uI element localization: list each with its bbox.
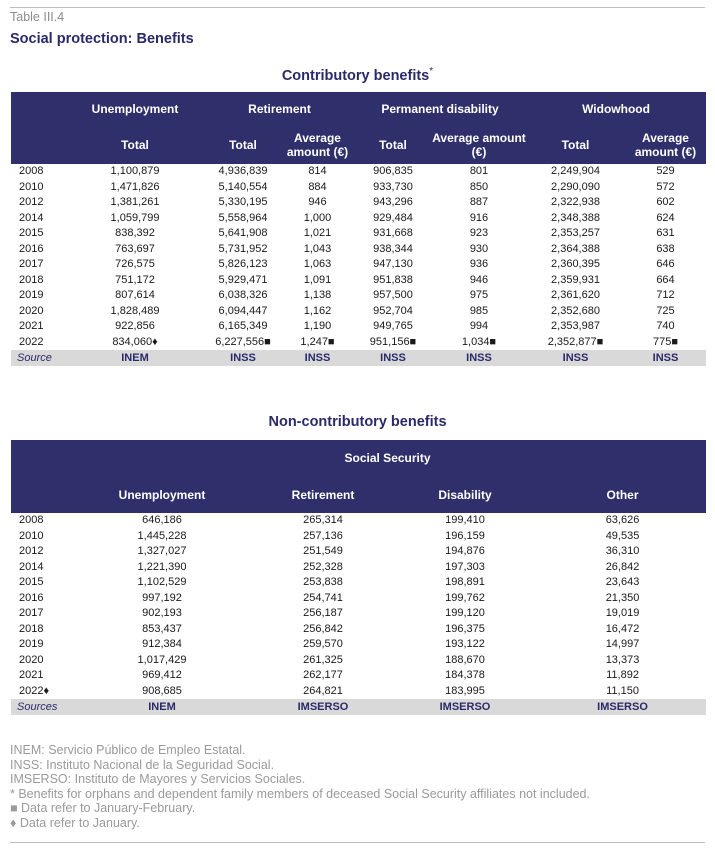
value-cell: 4,936,839 bbox=[218, 165, 268, 177]
value-cell: 933,730 bbox=[373, 180, 413, 193]
year-cell: 2019 bbox=[19, 289, 44, 301]
note: INEM: Servicio Público de Empleo Estatal. bbox=[10, 743, 246, 757]
value-cell: 252,328 bbox=[303, 560, 343, 573]
table-row bbox=[11, 544, 706, 560]
value-cell: 5,641,908 bbox=[218, 227, 268, 239]
year-cell: 2020 bbox=[19, 304, 44, 317]
table-row bbox=[11, 180, 706, 196]
year-cell: 2016 bbox=[19, 591, 44, 604]
value-cell: 994 bbox=[469, 320, 489, 332]
value-cell: 196,159 bbox=[445, 529, 485, 542]
value-cell: 947,130 bbox=[373, 258, 413, 270]
value-cell: 2,353,987 bbox=[551, 320, 600, 332]
value-cell: 1,091 bbox=[303, 273, 332, 286]
value-cell: 6,038,326 bbox=[218, 289, 268, 301]
column-header: Average amount (€) bbox=[281, 126, 354, 164]
value-cell: 262,177 bbox=[303, 669, 343, 681]
year-cell: 2012 bbox=[19, 545, 44, 557]
year-cell: 2008 bbox=[19, 514, 44, 526]
table-row bbox=[11, 226, 706, 242]
source-cell: IMSERSO bbox=[539, 699, 706, 715]
contributory-column-header bbox=[11, 126, 706, 164]
value-cell: 951,838 bbox=[373, 273, 413, 286]
table-row bbox=[11, 529, 706, 545]
year-cell: 2010 bbox=[19, 529, 44, 542]
year-cell: 2017 bbox=[19, 258, 44, 270]
value-cell: 1,828,489 bbox=[110, 304, 160, 317]
header-spacer bbox=[11, 126, 65, 164]
value-cell: 906,835 bbox=[373, 165, 413, 177]
value-cell: 257,136 bbox=[303, 529, 343, 542]
value-cell: 251,549 bbox=[303, 545, 343, 557]
year-cell: 2020 bbox=[19, 653, 44, 666]
group-header: Retirement bbox=[205, 92, 354, 126]
value-cell: 6,165,349 bbox=[218, 320, 268, 332]
value-cell: 850 bbox=[469, 180, 489, 193]
column-header: Unemployment bbox=[69, 476, 255, 513]
year-cell: 2016 bbox=[19, 242, 44, 255]
value-cell: 985 bbox=[469, 304, 489, 317]
value-cell: 1,102,529 bbox=[137, 576, 187, 588]
group-header: Unemployment bbox=[65, 92, 205, 126]
value-cell: 2,348,388 bbox=[551, 211, 600, 224]
column-header: Retirement bbox=[255, 476, 391, 513]
contributory-rows bbox=[11, 164, 706, 350]
value-cell: 1,034■ bbox=[461, 335, 497, 348]
source-cell: INSS bbox=[432, 350, 526, 366]
value-cell: 1,043 bbox=[303, 242, 332, 255]
value-cell: 936 bbox=[469, 258, 489, 270]
value-cell: 912,384 bbox=[142, 638, 182, 650]
value-cell: 2,322,938 bbox=[551, 196, 600, 208]
value-cell: 938,344 bbox=[373, 242, 413, 255]
source-cell: INSS bbox=[281, 350, 354, 366]
value-cell: 2,359,931 bbox=[551, 273, 600, 286]
value-cell: 853,437 bbox=[142, 622, 182, 635]
value-cell: 11,150 bbox=[606, 684, 639, 697]
year-cell: 2015 bbox=[19, 227, 44, 239]
value-cell: 712 bbox=[656, 289, 675, 301]
value-cell: 256,842 bbox=[303, 622, 343, 635]
value-cell: 6,227,556■ bbox=[215, 335, 271, 348]
table-row bbox=[11, 637, 706, 653]
value-cell: 975 bbox=[469, 289, 489, 301]
value-cell: 664 bbox=[656, 273, 675, 286]
source-label: Sources bbox=[11, 699, 69, 715]
value-cell: 199,762 bbox=[445, 591, 485, 604]
value-cell: 943,296 bbox=[373, 196, 413, 208]
table-row bbox=[11, 319, 706, 335]
value-cell: 1,000 bbox=[303, 211, 332, 224]
column-header: Total bbox=[205, 126, 281, 164]
value-cell: 261,325 bbox=[303, 653, 343, 666]
year-cell: 2018 bbox=[19, 622, 44, 635]
value-cell: 21,350 bbox=[605, 591, 640, 604]
table-row bbox=[11, 575, 706, 591]
source-cell: INEM bbox=[65, 350, 205, 366]
year-cell: 2022 bbox=[19, 335, 44, 348]
value-cell: 646,186 bbox=[142, 514, 182, 526]
table-row bbox=[11, 335, 706, 351]
notes bbox=[10, 743, 590, 830]
value-cell: 1,017,429 bbox=[137, 653, 187, 666]
source-cell: IMSERSO bbox=[391, 699, 539, 715]
value-cell: 931,668 bbox=[373, 227, 413, 239]
value-cell: 602 bbox=[656, 196, 675, 208]
table-row bbox=[11, 257, 706, 273]
value-cell: 726,575 bbox=[115, 258, 155, 270]
value-cell: 1,221,390 bbox=[137, 560, 187, 573]
value-cell: 183,995 bbox=[445, 684, 485, 697]
value-cell: 188,670 bbox=[445, 653, 485, 666]
value-cell: 63,626 bbox=[605, 514, 640, 526]
value-cell: 1,247■ bbox=[300, 335, 335, 348]
value-cell: 196,375 bbox=[445, 622, 485, 635]
year-cell: 2021 bbox=[19, 669, 44, 681]
value-cell: 184,378 bbox=[445, 669, 485, 681]
value-cell: 5,929,471 bbox=[218, 273, 268, 286]
contributory-source-row bbox=[11, 350, 706, 366]
value-cell: 264,821 bbox=[303, 684, 343, 697]
value-cell: 2,290,090 bbox=[551, 180, 600, 193]
value-cell: 775■ bbox=[653, 335, 678, 348]
contributory-title-mark: * bbox=[429, 66, 434, 77]
value-cell: 1,021 bbox=[303, 227, 332, 239]
value-cell: 946 bbox=[308, 196, 327, 208]
value-cell: 1,063 bbox=[303, 258, 332, 270]
year-cell: 2015 bbox=[19, 576, 44, 588]
value-cell: 26,842 bbox=[605, 560, 640, 573]
value-cell: 194,876 bbox=[445, 545, 485, 557]
value-cell: 807,614 bbox=[115, 289, 155, 301]
value-cell: 1,445,228 bbox=[137, 529, 187, 542]
table-row bbox=[11, 606, 706, 622]
note: ♦ Data refer to January. bbox=[10, 815, 140, 830]
table-row bbox=[11, 668, 706, 684]
value-cell: 646 bbox=[656, 258, 675, 270]
value-cell: 916 bbox=[469, 211, 489, 224]
column-header: Total bbox=[526, 126, 625, 164]
note: IMSERSO: Instituto de Mayores y Servicios Sociales. bbox=[10, 772, 306, 786]
value-cell: 265,314 bbox=[303, 514, 343, 526]
value-cell: 5,826,123 bbox=[218, 258, 268, 270]
noncontributory-table bbox=[11, 440, 706, 715]
noncontributory-group-header bbox=[11, 440, 706, 476]
value-cell: 1,138 bbox=[303, 289, 332, 301]
note: * Benefits for orphans and dependent family members of deceased Social Security affiliates not included. bbox=[10, 786, 590, 801]
value-cell: 946 bbox=[469, 273, 489, 286]
value-cell: 193,122 bbox=[445, 638, 485, 650]
page-title: Social protection: Benefits bbox=[10, 31, 194, 47]
value-cell: 2,352,680 bbox=[551, 304, 600, 317]
value-cell: 6,094,447 bbox=[218, 304, 268, 317]
value-cell: 256,187 bbox=[303, 607, 343, 619]
value-cell: 2,352,877■ bbox=[547, 335, 604, 348]
source-cell: IMSERSO bbox=[255, 699, 391, 715]
value-cell: 253,838 bbox=[303, 576, 343, 588]
value-cell: 2,364,388 bbox=[551, 242, 600, 255]
value-cell: 572 bbox=[656, 180, 675, 193]
value-cell: 923 bbox=[469, 227, 489, 239]
source-cell: INSS bbox=[354, 350, 432, 366]
value-cell: 2,360,395 bbox=[551, 258, 600, 270]
value-cell: 259,570 bbox=[303, 638, 343, 650]
table-row bbox=[11, 513, 706, 529]
group-header: Social Security bbox=[69, 440, 706, 476]
table-row bbox=[11, 242, 706, 258]
value-cell: 19,019 bbox=[605, 607, 640, 619]
table-row bbox=[11, 684, 706, 700]
note: INSS: Instituto Nacional de la Seguridad Social. bbox=[10, 757, 275, 772]
noncontributory-source-row bbox=[11, 699, 706, 715]
value-cell: 638 bbox=[656, 242, 675, 255]
value-cell: 5,140,554 bbox=[218, 180, 268, 193]
value-cell: 14,997 bbox=[605, 638, 640, 650]
year-cell: 2019 bbox=[19, 638, 44, 650]
table-row bbox=[11, 653, 706, 669]
value-cell: 254,741 bbox=[303, 591, 343, 604]
table-row bbox=[11, 211, 706, 227]
table-row bbox=[11, 304, 706, 320]
contributory-title-text: Contributory benefits bbox=[281, 67, 430, 84]
value-cell: 5,330,195 bbox=[218, 196, 268, 208]
value-cell: 198,891 bbox=[445, 576, 485, 588]
noncontributory-title: Non-contributory benefits bbox=[268, 414, 447, 430]
value-cell: 725 bbox=[656, 304, 675, 317]
value-cell: 1,381,261 bbox=[110, 196, 160, 208]
year-cell: 2022♦ bbox=[19, 684, 50, 697]
value-cell: 2,361,620 bbox=[551, 289, 600, 301]
column-header: Total bbox=[354, 126, 432, 164]
table-row bbox=[11, 560, 706, 576]
noncontributory-column-header bbox=[11, 476, 706, 513]
year-cell: 2010 bbox=[19, 180, 44, 193]
year-cell: 2018 bbox=[19, 273, 44, 286]
value-cell: 951,156■ bbox=[369, 335, 417, 348]
value-cell: 36,310 bbox=[605, 545, 640, 557]
value-cell: 199,410 bbox=[445, 514, 485, 526]
value-cell: 814 bbox=[308, 165, 327, 177]
value-cell: 49,535 bbox=[605, 529, 640, 542]
value-cell: 1,100,879 bbox=[110, 165, 160, 177]
year-cell: 2014 bbox=[19, 560, 44, 573]
value-cell: 13,373 bbox=[605, 653, 640, 666]
source-cell: INEM bbox=[69, 699, 255, 715]
value-cell: 11,892 bbox=[606, 669, 639, 681]
value-cell: 1,190 bbox=[303, 320, 332, 332]
column-header: Total bbox=[65, 126, 205, 164]
column-header: Average amount (€) bbox=[432, 126, 526, 164]
value-cell: 23,643 bbox=[605, 576, 640, 588]
table-row bbox=[11, 164, 706, 180]
value-cell: 922,856 bbox=[115, 320, 155, 332]
year-cell: 2014 bbox=[19, 211, 44, 224]
header-spacer bbox=[11, 476, 69, 513]
value-cell: 997,192 bbox=[142, 591, 182, 604]
source-label: Source bbox=[11, 350, 65, 366]
contributory-title bbox=[0, 66, 715, 84]
value-cell: 801 bbox=[469, 165, 489, 177]
value-cell: 884 bbox=[308, 180, 327, 193]
table-row bbox=[11, 195, 706, 211]
value-cell: 902,193 bbox=[142, 607, 182, 619]
value-cell: 887 bbox=[469, 196, 489, 208]
top-rule bbox=[10, 7, 705, 8]
value-cell: 949,765 bbox=[373, 320, 413, 332]
value-cell: 624 bbox=[656, 211, 675, 224]
value-cell: 834,060♦ bbox=[112, 335, 158, 348]
value-cell: 952,704 bbox=[373, 304, 413, 317]
value-cell: 2,353,257 bbox=[551, 227, 600, 239]
note: ■ Data refer to January-February. bbox=[10, 801, 196, 815]
value-cell: 1,471,826 bbox=[110, 180, 160, 193]
value-cell: 969,412 bbox=[142, 669, 182, 681]
column-header: Other bbox=[539, 476, 706, 513]
value-cell: 929,484 bbox=[373, 211, 413, 224]
value-cell: 1,327,027 bbox=[137, 545, 187, 557]
table-row bbox=[11, 591, 706, 607]
table-row bbox=[11, 273, 706, 289]
value-cell: 957,500 bbox=[373, 289, 413, 301]
value-cell: 2,249,904 bbox=[551, 165, 600, 177]
contributory-group-header bbox=[11, 92, 706, 126]
value-cell: 740 bbox=[656, 320, 675, 332]
value-cell: 838,392 bbox=[115, 227, 155, 239]
group-header: Permanent disability bbox=[354, 92, 526, 126]
value-cell: 930 bbox=[469, 242, 489, 255]
value-cell: 529 bbox=[656, 165, 675, 177]
table-row bbox=[11, 622, 706, 638]
header-spacer bbox=[11, 440, 69, 476]
source-cell: INSS bbox=[625, 350, 706, 366]
value-cell: 197,303 bbox=[445, 560, 485, 573]
noncontributory-rows bbox=[11, 513, 706, 699]
group-header: Widowhood bbox=[526, 92, 706, 126]
value-cell: 763,697 bbox=[115, 242, 155, 255]
value-cell: 1,059,799 bbox=[110, 211, 160, 224]
column-header: Average amount (€) bbox=[625, 126, 706, 164]
contributory-table bbox=[11, 92, 706, 366]
value-cell: 908,685 bbox=[142, 684, 182, 697]
source-cell: INSS bbox=[205, 350, 281, 366]
value-cell: 631 bbox=[656, 227, 675, 239]
value-cell: 751,172 bbox=[115, 273, 155, 286]
source-cell: INSS bbox=[526, 350, 625, 366]
column-header: Disability bbox=[391, 476, 539, 513]
year-cell: 2021 bbox=[19, 320, 44, 332]
header-spacer bbox=[11, 92, 65, 126]
value-cell: 1,162 bbox=[303, 304, 332, 317]
value-cell: 199,120 bbox=[445, 607, 485, 619]
table-row bbox=[11, 288, 706, 304]
table-number: Table III.4 bbox=[10, 10, 65, 24]
value-cell: 16,472 bbox=[605, 622, 640, 635]
bottom-rule bbox=[10, 842, 705, 843]
year-cell: 2008 bbox=[19, 165, 44, 177]
value-cell: 5,558,964 bbox=[218, 211, 268, 224]
year-cell: 2017 bbox=[19, 607, 44, 619]
value-cell: 5,731,952 bbox=[218, 242, 268, 255]
year-cell: 2012 bbox=[19, 196, 44, 208]
